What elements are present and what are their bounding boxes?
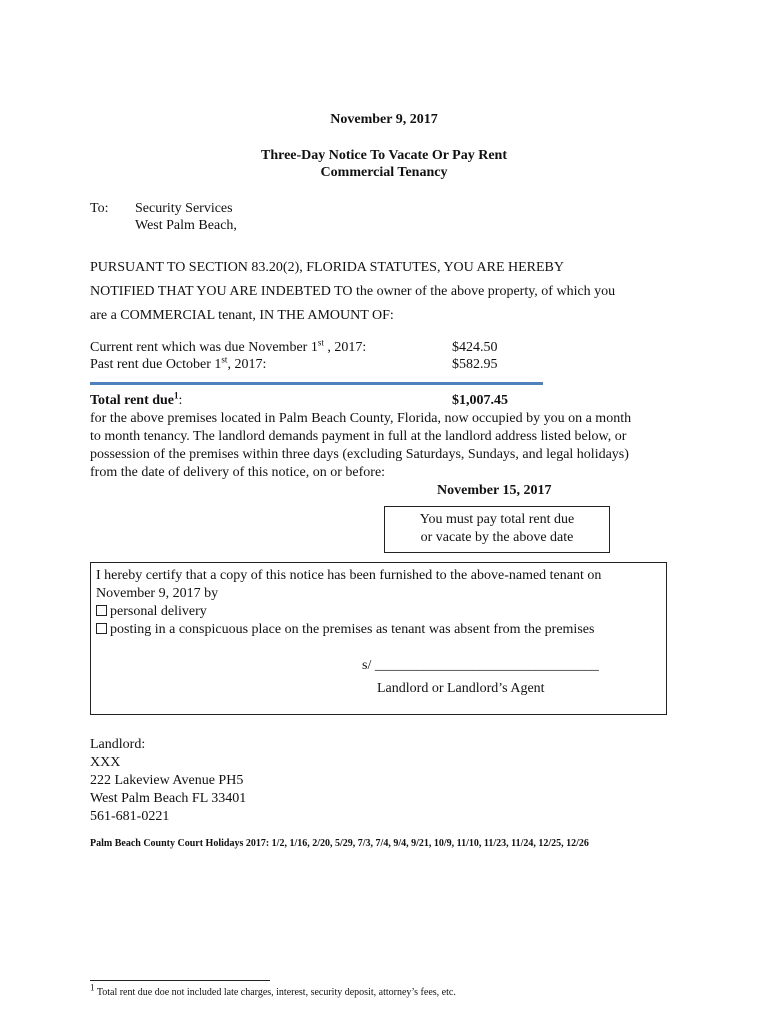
pay-box-line-1: You must pay total rent due (419, 512, 575, 527)
deadline-date: November 15, 2017 (437, 483, 552, 498)
notice-title: Three-Day Notice To Vacate Or Pay Rent (260, 148, 507, 163)
court-holidays: Palm Beach County Court Holidays 2017: 1/2, 1/16, 2/20, 5/29, 7/3, 7/4, 9/4, 9/21, 10/9, 11/10, 11/23, 11/24, 12/25, 12/26 (90, 838, 589, 849)
past-rent-sup: st (221, 354, 228, 365)
total-rent-footnote-ref: 1 (174, 390, 179, 401)
total-rent-colon: : (178, 393, 183, 408)
current-rent-text: Current rent which was due November 1 (90, 340, 318, 355)
posting-label: posting in a conspicuous place on the premises as tenant was absent from the premises (110, 622, 595, 637)
landlord-address-1: 222 Lakeview Avenue PH5 (90, 773, 244, 788)
footnote-marker: 1 (90, 982, 95, 993)
current-rent-label (90, 337, 367, 356)
total-rent-text: Total rent due (90, 393, 175, 408)
premises-line-3: possession of the premises within three days (excluding Saturdays, Sundays, and legal holidays) (90, 447, 629, 462)
total-rent-amount: $1,007.45 (452, 393, 508, 408)
past-rent-label (90, 354, 267, 373)
delivery-option-posting[interactable] (96, 622, 594, 638)
footnote (90, 982, 456, 998)
notice-subtitle: Commercial Tenancy (320, 165, 448, 180)
to-label: To: (90, 201, 109, 216)
past-rent-text: Past rent due October 1 (90, 357, 222, 372)
landlord-address-2: West Palm Beach FL 33401 (90, 791, 247, 806)
posting-checkbox[interactable] (96, 623, 107, 634)
certify-line-2: November 9, 2017 by (96, 586, 219, 601)
delivery-option-personal[interactable] (96, 604, 207, 620)
to-recipient: Security Services (135, 201, 233, 216)
personal-delivery-checkbox[interactable] (96, 605, 107, 616)
notice-date: November 9, 2017 (330, 112, 438, 127)
landlord-label: Landlord: (90, 737, 146, 752)
personal-delivery-label: personal delivery (110, 604, 207, 619)
pay-or-vacate-box (384, 506, 610, 553)
rent-divider (90, 382, 543, 385)
to-city: West Palm Beach, (135, 218, 237, 233)
footnote-text: Total rent due doe not included late charges, interest, security deposit, attorney’s fees, etc. (94, 987, 456, 998)
certification-box (90, 562, 667, 715)
notice-line-1: PURSUANT TO SECTION 83.20(2), FLORIDA STATUTES, YOU ARE HEREBY (90, 260, 565, 275)
footnote-rule (90, 980, 270, 981)
premises-line-2: to month tenancy. The landlord demands payment in full at the landlord address listed below, or (90, 429, 627, 444)
total-rent-label (90, 390, 183, 409)
landlord-phone: 561-681-0221 (90, 809, 170, 824)
signature-line: s/ ________________________________ (362, 658, 599, 673)
landlord-name: XXX (90, 755, 121, 770)
past-rent-year: , 2017: (227, 357, 267, 372)
premises-line-1: for the above premises located in Palm Beach County, Florida, now occupied by you on a month (90, 411, 632, 426)
signature-label: Landlord or Landlord’s Agent (377, 681, 545, 696)
certify-line-1: I hereby certify that a copy of this notice has been furnished to the above-named tenant on (96, 568, 602, 583)
current-rent-sup: st (317, 337, 324, 348)
current-rent-year: , 2017: (323, 340, 367, 355)
premises-line-4: from the date of delivery of this notice, on or before: (90, 465, 386, 480)
past-rent-amount: $582.95 (452, 357, 498, 372)
pay-box-line-2: or vacate by the above date (420, 530, 574, 545)
current-rent-amount: $424.50 (452, 340, 498, 355)
notice-line-2: NOTIFIED THAT YOU ARE INDEBTED TO the owner of the above property, of which you (90, 284, 616, 299)
notice-line-3: are a COMMERCIAL tenant, IN THE AMOUNT OF: (90, 308, 394, 323)
